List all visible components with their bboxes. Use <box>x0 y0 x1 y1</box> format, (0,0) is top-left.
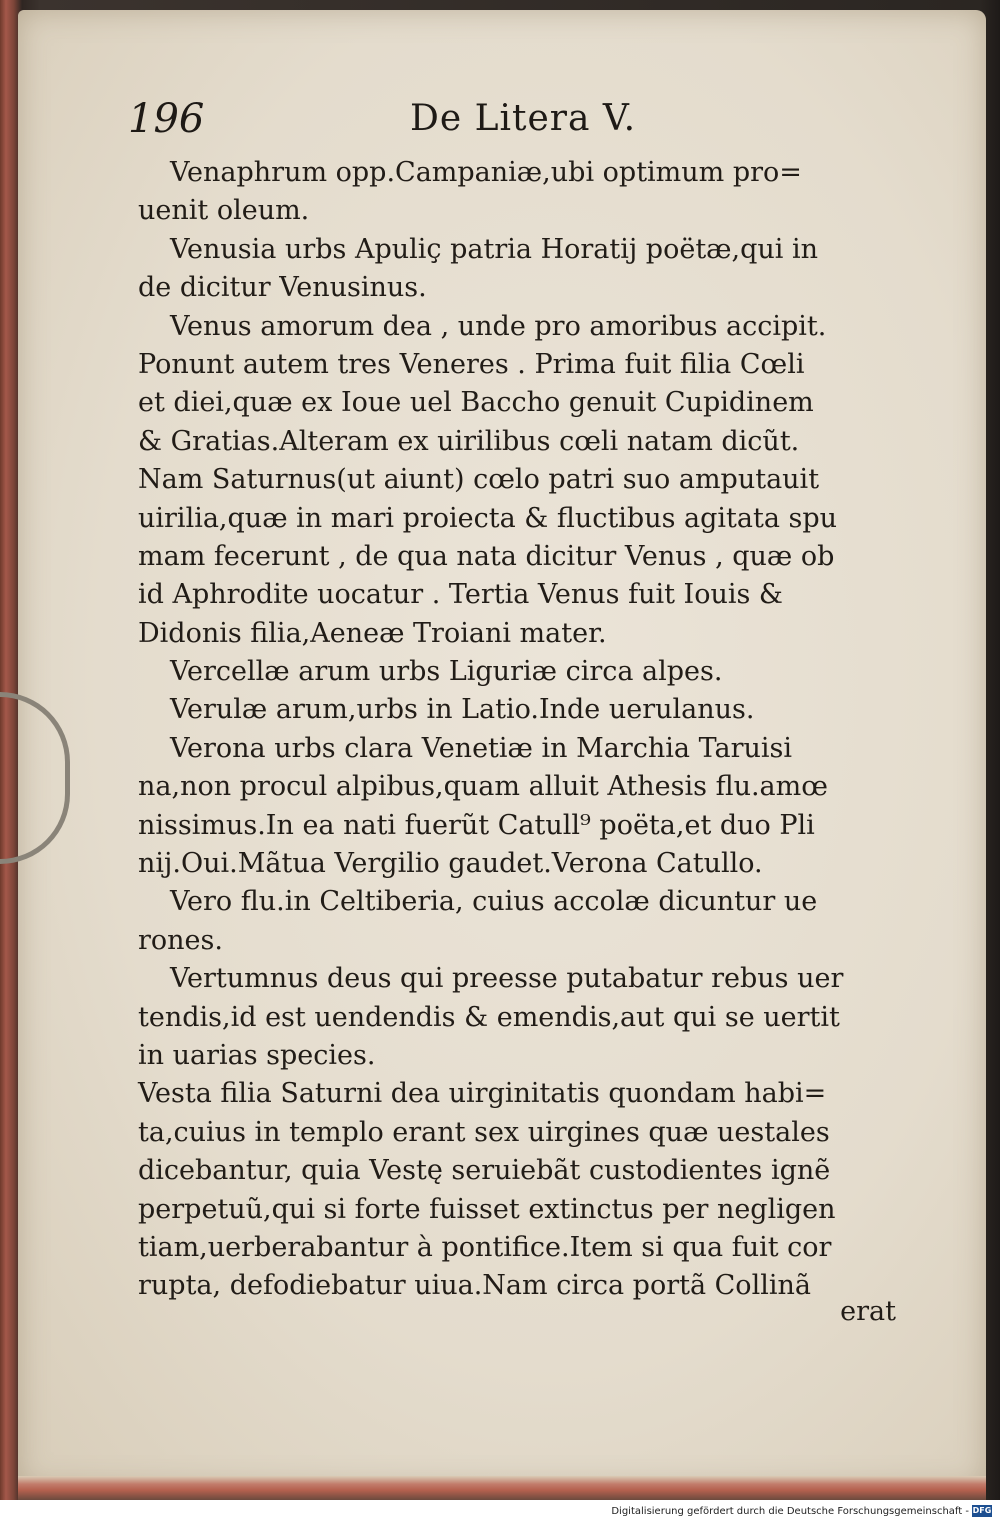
text-line: Nam Saturnus(ut aiunt) cœlo patri suo amputauit <box>138 464 820 496</box>
text-line: na,non procul alpibus,quam alluit Athesis flu.amœ <box>138 771 828 803</box>
text-line: tiam,uerberabantur à pontifice.Item si qua fuit cor <box>138 1231 832 1263</box>
text-block <box>138 154 908 1306</box>
dfg-logo: DFG <box>972 1506 992 1515</box>
text-line: Venus amorum dea , unde pro amoribus accipit. <box>170 310 827 342</box>
page-number: 196 <box>128 96 205 142</box>
text-line: perpetuũ,qui si forte fuisset extinctus per negligen <box>138 1193 836 1225</box>
text-line: de dicitur Venusinus. <box>138 272 427 304</box>
text-line: id Aphrodite uocatur . Tertia Venus fuit Iouis & <box>138 579 783 611</box>
page-edge <box>18 1476 986 1500</box>
catchword: erat <box>840 1296 896 1327</box>
text-line: rupta, defodiebatur uiua.Nam circa portã Collinã <box>138 1270 811 1302</box>
running-head: De Litera V. <box>410 98 637 139</box>
text-line: mam fecerunt , de qua nata dicitur Venus , quæ ob <box>138 540 835 572</box>
page-header <box>128 96 888 148</box>
text-line: Vero flu.in Celtiberia, cuius accolæ dicuntur ue <box>170 886 818 918</box>
text-line: Venaphrum opp.Campaniæ,ubi optimum pro= <box>170 157 802 188</box>
text-line: Vesta filia Saturni dea uirginitatis quondam habi= <box>138 1078 827 1110</box>
text-line: & Gratias.Alteram ex uirilibus cœli natam dicũt. <box>138 425 800 457</box>
text-line: uenit oleum. <box>138 195 310 227</box>
text-line: Venusia urbs Apuliç patria Horatij poëtæ,qui in <box>170 233 819 265</box>
text-line: in uarias species. <box>138 1039 376 1071</box>
text-line: rones. <box>138 924 223 956</box>
text-line: nij.Oui.Mãtua Vergilio gaudet.Verona Catullo. <box>138 848 763 880</box>
text-line: uirilia,quæ in mari proiecta & fluctibus agitata spu <box>138 502 838 534</box>
text-line: Didonis filia,Aeneæ Troiani mater. <box>138 617 607 649</box>
text-line: tendis,id est uendendis & emendis,aut qui se uertit <box>138 1001 840 1033</box>
text-line: ta,cuius in templo erant sex uirgines quæ uestales <box>138 1116 830 1148</box>
credit-text: Digitalisierung gefördert durch die Deutsche Forschungsgemeinschaft - <box>611 1505 969 1517</box>
text-line: Verulæ arum,urbs in Latio.Inde uerulanus. <box>170 694 755 726</box>
text-line: Ponunt autem tres Veneres . Prima fuit filia Cœli <box>138 348 805 380</box>
text-line: Vertumnus deus qui preesse putabatur rebus uer <box>170 963 844 995</box>
text-line: Verona urbs clara Venetiæ in Marchia Taruisi <box>170 732 793 764</box>
text-line: et diei,quæ ex Ioue uel Baccho genuit Cupidinem <box>138 387 814 419</box>
text-line: nissimus.In ea nati fuerũt Catull⁹ poëta,et duo Pli <box>138 809 815 841</box>
text-line: dicebantur, quia Vestę seruiebãt custodientes ignẽ <box>138 1155 831 1187</box>
footer-credit <box>611 1505 992 1517</box>
text-line: Vercellæ arum urbs Liguriæ circa alpes. <box>170 656 723 688</box>
